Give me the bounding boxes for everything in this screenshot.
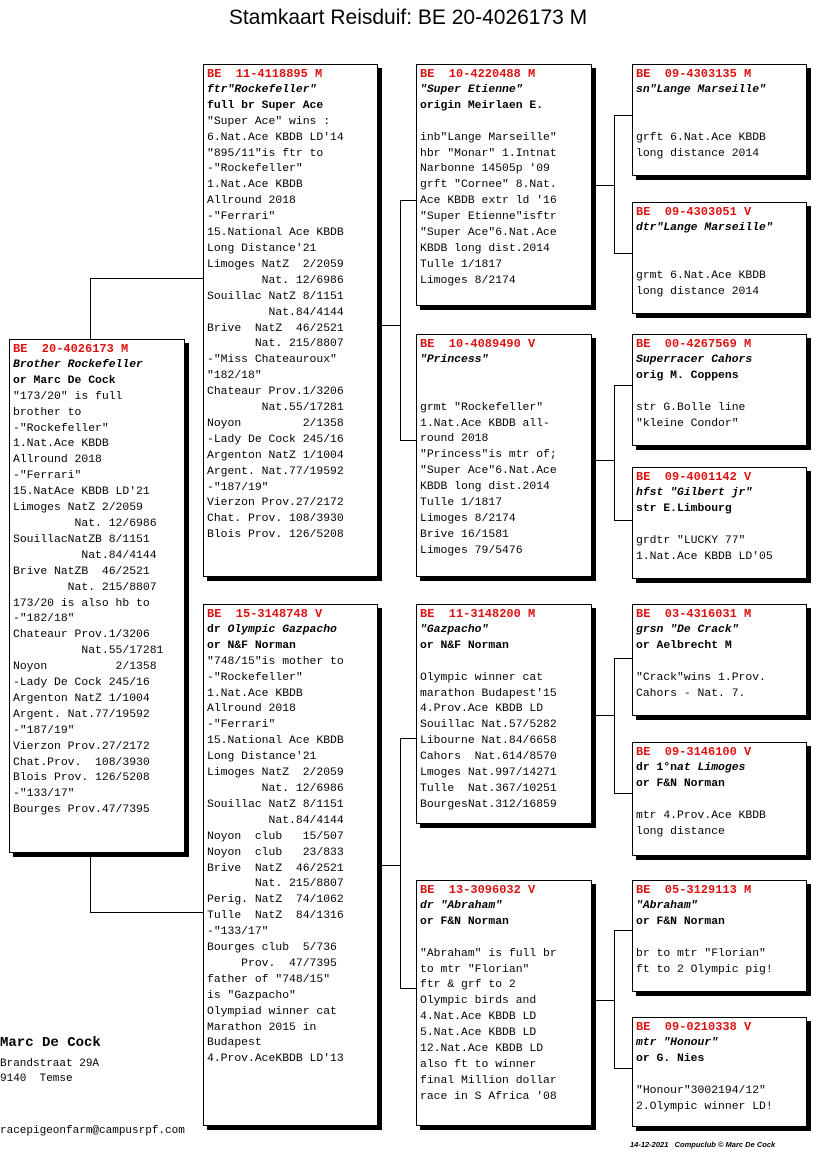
pigeon-name: dtr"Lange Marseille" [636,221,773,234]
pedigree-line: Tulle NatZ 84/1316 [207,910,344,923]
pedigree-line: "Super Ace"6.Nat.Ace [420,227,557,240]
pedigree-line: 5.Nat.Ace KBDB LD [420,1027,537,1040]
ring-number: BE 09-4303135 M [636,67,752,81]
pedigree-line [420,369,587,385]
pedigree-line: "Honour"3002194/12" [636,1084,766,1097]
connector-line [614,930,615,1068]
pedigree-line: Argent. Nat.77/19592 [13,708,150,721]
pedigree-line [636,1068,802,1084]
pedigree-line: Blois Prov. 126/5208 [207,529,344,542]
pedigree-line: -"Miss Chateauroux" [207,354,337,367]
pedigree-line: Noyon 2/1358 [13,661,157,674]
pedigree-line: grmt "Rockefeller" [420,401,544,414]
card-mother-father[interactable] [416,604,592,824]
pedigree-line [420,115,587,131]
connector-line [614,793,632,794]
ring-number: BE 20-4026173 M [13,342,129,356]
pedigree-line: Nat.84/4144 [13,549,157,562]
pedigree-line [420,931,587,947]
connector-line [400,200,401,440]
pedigree-line: grdtr "LUCKY 77" [636,534,746,547]
ring-number: BE 10-4089490 V [420,337,536,351]
pedigree-line: Cahors Nat.614/8570 [420,751,557,764]
pedigree-line: Allround 2018 [207,703,296,716]
pedigree-line: KBDB long dist.2014 [420,242,550,255]
pedigree-line: Argenton NatZ 1/1004 [207,449,344,462]
pedigree-line: "Crack"wins 1.Prov. [636,671,766,684]
footer-credit: 14-12-2021 Compuclub © Marc De Cock [630,1140,776,1149]
ring-number: BE 09-3146100 V [636,745,752,759]
card-mfa-mother[interactable] [632,742,807,856]
pedigree-line: 15.National Ace KBDB [207,227,344,240]
pedigree-line: "182/18" [207,370,262,383]
pedigree-line: Nat. 215/8807 [207,878,344,891]
pedigree-line: -"Ferrari" [207,719,276,732]
pedigree-line: to mtr "Florian" [420,963,530,976]
pigeon-name: "Gazpacho" [420,623,489,636]
card-father[interactable] [203,64,378,577]
pedigree-line: Perig. NatZ 74/1062 [207,894,344,907]
pedigree-line: brother to [13,406,82,419]
card-mother-mother[interactable] [416,880,592,1126]
pedigree-line [636,385,802,401]
pedigree-line: -"Rockefeller" [13,422,109,435]
pedigree-line: -"Ferrari" [207,211,276,224]
pedigree-line: Limoges 8/2174 [420,512,516,525]
card-subject[interactable] [9,339,185,853]
card-father-mother[interactable] [416,334,592,577]
pedigree-line: br to mtr "Florian" [636,947,766,960]
pedigree-line: str E.Limbourg [636,502,732,515]
pedigree-line: Noyon club 23/833 [207,846,344,859]
pedigree-line: BourgesNat.312/16859 [420,798,557,811]
owner-street: Brandstraat 29A [0,1058,100,1070]
connector-line [378,325,400,326]
connector-line [400,738,401,988]
owner-city: 9140 Temse [0,1073,73,1085]
connector-line [592,1000,614,1001]
pedigree-line: Souillac NatZ 8/1151 [207,290,344,303]
connector-line [614,115,615,253]
pedigree-line: Cahors - Nat. 7. [636,687,746,700]
pedigree-line: Ace KBDB extr ld '16 [420,195,557,208]
pigeon-name: grsn "De Crack" [636,623,739,636]
pedigree-line: Nat.84/4144 [207,814,344,827]
pedigree-line: Chateaur Prov.1/3206 [207,386,344,399]
pedigree-line: Noyon 2/1358 [207,417,344,430]
pedigree-line: 12.Nat.Ace KBDB LD [420,1043,544,1056]
pedigree-line: "895/11"is ftr to [207,147,324,160]
pedigree-line: Libourne Nat.84/6658 [420,735,557,748]
pedigree-line: 1.Nat.Ace KBDB [207,179,303,192]
pigeon-name: "Super Etienne" [420,83,523,96]
pedigree-line: 15.National Ace KBDB [207,735,344,748]
pedigree-line: -"182/18" [13,613,75,626]
pedigree-line: Nat. 12/6986 [207,782,344,795]
pedigree-line: Olympic birds and [420,995,537,1008]
pedigree-line: hbr "Monar" 1.Intnat [420,147,557,160]
pedigree-line: or Aelbrecht M [636,639,732,652]
pedigree-line [636,99,802,115]
card-mmo-mother[interactable] [632,1017,807,1127]
pigeon-name: sn"Lange Marseille" [636,83,766,96]
connector-line [614,253,632,254]
pedigree-line: or N&F Norman [420,639,509,652]
pedigree-line: Limoges 79/5476 [420,544,523,557]
owner-email[interactable]: racepigeonfarm@campusrpf.com [0,1125,185,1137]
pedigree-line: or F&N Norman [636,777,725,790]
pedigree-line: "Abraham" is full br [420,947,557,960]
connector-line [90,278,204,279]
pedigree-line: 1.Nat.Ace KBDB LD'05 [636,550,773,563]
pedigree-line: race in S Africa '08 [420,1090,557,1103]
pedigree-line: 15.NatAce KBDB LD'21 [13,486,150,499]
connector-line [614,115,632,116]
pedigree-line: "kleine Condor" [636,417,739,430]
pedigree-line: "Super Ace"6.Nat.Ace [420,465,557,478]
card-ffa-father[interactable] [632,64,807,176]
pedigree-line: ft to 2 Olympic pig! [636,963,773,976]
pedigree-line: SouillacNatZB 8/1151 [13,533,150,546]
card-fmo-mother[interactable] [632,467,807,579]
pigeon-name: dr Olympic Gazpacho [207,623,337,636]
connector-line [378,865,400,866]
pedigree-line: round 2018 [420,433,489,446]
pedigree-line: Nat.55/17281 [207,402,344,415]
pedigree-line [636,655,802,671]
pedigree-line: "Super Ace" wins : [207,115,331,128]
pedigree-line: "Super Etienne"isftr [420,211,557,224]
pedigree-line: Chat.Prov. 108/3930 [13,756,150,769]
pigeon-name: dr "Abraham" [420,899,503,912]
pedigree-line: 1.Nat.Ace KBDB [207,687,303,700]
pedigree-line: Narbonne 14505p '09 [420,163,550,176]
pedigree-line: grft "Cornee" 8.Nat. [420,179,557,192]
card-mmo-father[interactable] [632,880,807,992]
pedigree-line: Argenton NatZ 1/1004 [13,692,150,705]
pedigree-line: -Lady De Cock 245/16 [207,433,344,446]
pedigree-line: str G.Bolle line [636,401,746,414]
pedigree-line: Olympiad winner cat [207,1005,337,1018]
pedigree-line: Noyon club 15/507 [207,830,344,843]
pedigree-line: "Princess"is mtr of; [420,449,557,462]
pedigree-line: Allround 2018 [13,454,102,467]
ring-number: BE 09-0210338 V [636,1020,752,1034]
pedigree-line: Brive NatZ 46/2521 [207,322,344,335]
pedigree-line: Souillac Nat.57/5282 [420,719,557,732]
pedigree-line: KBDB long dist.2014 [420,481,550,494]
connector-line [592,715,614,716]
connector-line [614,385,632,386]
pedigree-line: 2.Olympic winner LD! [636,1100,773,1113]
pedigree-line: grft 6.Nat.Ace KBDB [636,131,766,144]
pigeon-name: dr 1°nat Limoges [636,761,746,774]
pedigree-line: Nat.55/17281 [13,645,164,658]
pedigree-line: Vierzon Prov.27/2172 [207,497,344,510]
pedigree-line [636,237,802,253]
pedigree-line: 1.Nat.Ace KBDB all- [420,417,550,430]
pedigree-line: Long Distance'21 [207,242,317,255]
connector-line [592,185,614,186]
pedigree-line: mtr 4.Prov.Ace KBDB [636,809,766,822]
ring-number: BE 15-3148748 V [207,607,323,621]
pedigree-line [420,385,587,401]
connector-line [90,278,91,340]
pedigree-line: long distance 2014 [636,147,760,160]
pedigree-line: Chat. Prov. 108/3930 [207,513,344,526]
pedigree-line [636,793,802,809]
pedigree-line: Bourges Prov.47/7395 [13,804,150,817]
pedigree-line: Lmoges Nat.997/14271 [420,767,557,780]
ring-number: BE 11-3148200 M [420,607,536,621]
pedigree-line [636,931,802,947]
pedigree-line: ftr & grf to 2 [420,979,516,992]
pedigree-line: Limoges 8/2174 [420,274,516,287]
pedigree-line [636,115,802,131]
pedigree-line: Limoges NatZ 2/2059 [207,767,344,780]
pedigree-line: Marathon 2015 in [207,1021,317,1034]
pedigree-line: full br Super Ace [207,99,324,112]
connector-line [90,912,204,913]
card-mother[interactable] [203,604,378,1126]
pedigree-line: Limoges NatZ 2/2059 [207,258,344,271]
ring-number: BE 09-4001142 V [636,470,752,484]
ring-number: BE 03-4316031 M [636,607,752,621]
card-ffa-mother[interactable] [632,202,807,314]
connector-line [614,1068,632,1069]
pedigree-line: orig M. Coppens [636,369,739,382]
connector-line [614,520,632,521]
pedigree-line: Blois Prov. 126/5208 [13,772,150,785]
ring-number: BE 13-3096032 V [420,883,536,897]
connector-line [614,658,615,793]
card-father-father[interactable] [416,64,592,306]
pedigree-line: or F&N Norman [636,915,725,928]
pedigree-line: final Million dollar [420,1074,557,1087]
pedigree-line: -Lady De Cock 245/16 [13,677,150,690]
connector-line [90,852,91,912]
pedigree-line: 173/20 is also hb to [13,597,150,610]
pedigree-line: 4.Prov.Ace KBDB LD [420,703,544,716]
pedigree-line: "173/20" is full [13,390,123,403]
pedigree-line: Argent. Nat.77/19592 [207,465,344,478]
pedigree-line: Vierzon Prov.27/2172 [13,740,150,753]
ring-number: BE 00-4267569 M [636,337,752,351]
pedigree-line: or F&N Norman [420,915,509,928]
owner-name: Marc De Cock [0,1035,101,1051]
pedigree-line: Limoges NatZ 2/2059 [13,502,143,515]
pedigree-line: Brive NatZ 46/2521 [207,862,344,875]
ring-number: BE 05-3129113 M [636,883,752,897]
pedigree-line: Brive 16/1581 [420,528,509,541]
pedigree-line: -"133/17" [13,788,75,801]
pedigree-line [636,518,802,534]
pedigree-line: 4.Prov.AceKBDB LD'13 [207,1053,344,1066]
pedigree-line: Brive NatZB 46/2521 [13,565,150,578]
pedigree-line: Souillac NatZ 8/1151 [207,798,344,811]
pigeon-name: Brother Rockefeller [13,358,143,371]
pedigree-line: also ft to winner [420,1058,537,1071]
pedigree-line: Nat. 215/8807 [13,581,157,594]
pigeon-name: hfst "Gilbert jr" [636,486,753,499]
pedigree-line: Nat. 12/6986 [207,274,344,287]
connector-line [614,930,632,931]
pedigree-line: long distance 2014 [636,285,760,298]
pedigree-line: 1.Nat.Ace KBDB [13,438,109,451]
pigeon-name: mtr "Honour" [636,1036,719,1049]
pedigree-line: origin Meirlaen E. [420,99,544,112]
owner-block [0,1035,101,1087]
pedigree-line: or N&F Norman [207,639,296,652]
pedigree-line: Allround 2018 [207,195,296,208]
ring-number: BE 10-4220488 M [420,67,536,81]
pedigree-line: grmt 6.Nat.Ace KBDB [636,269,766,282]
pedigree-line: Prov. 47/7395 [207,957,337,970]
pigeon-name: "Princess" [420,353,489,366]
pedigree-line: Chateaur Prov.1/3206 [13,629,150,642]
connector-line [614,658,632,659]
connector-line [592,460,614,461]
pedigree-line: or G. Nies [636,1052,705,1065]
pigeon-name: Superracer Cahors [636,353,753,366]
pigeon-name: ftr"Rockefeller" [207,83,317,96]
pedigree-line: Bourges club 5/736 [207,942,337,955]
pedigree-line: father of "748/15" [207,973,331,986]
pedigree-line: Olympic winner cat [420,671,544,684]
pedigree-line: is "Gazpacho" [207,989,296,1002]
pedigree-line: or Marc De Cock [13,374,116,387]
pedigree-line: -"187/19" [207,481,269,494]
pedigree-line: inb"Lange Marseille" [420,131,557,144]
ring-number: BE 09-4303051 V [636,205,752,219]
pedigree-line: Tulle 1/1817 [420,258,503,271]
pigeon-name: "Abraham" [636,899,698,912]
card-fmo-father[interactable] [632,334,807,446]
pedigree-line: Budapest [207,1037,262,1050]
ring-number: BE 11-4118895 M [207,67,323,81]
pedigree-line: 4.Nat.Ace KBDB LD [420,1011,537,1024]
pedigree-line: -"Rockefeller" [207,671,303,684]
pedigree-line: Nat. 215/8807 [207,338,344,351]
pedigree-line [420,655,587,671]
pedigree-line: -"187/19" [13,724,75,737]
pedigree-line: Nat.84/4144 [207,306,344,319]
pedigree-line: marathon Budapest'15 [420,687,557,700]
pedigree-line: long distance [636,825,725,838]
pedigree-line: "748/15"is mother to [207,655,344,668]
pedigree-line: Tulle Nat.367/10251 [420,782,557,795]
card-mfa-father[interactable] [632,604,807,716]
pedigree-line: Nat. 12/6986 [13,517,157,530]
page-title: Stamkaart Reisduif: BE 20-4026173 M [228,6,588,29]
pedigree-line: 6.Nat.Ace KBDB LD'14 [207,131,344,144]
pedigree-line: Long Distance'21 [207,751,317,764]
pedigree-line: -"Rockefeller" [207,163,303,176]
pedigree-line [636,253,802,269]
connector-line [614,385,615,520]
pedigree-line: Tulle 1/1817 [420,497,503,510]
pedigree-line: -"133/17" [207,926,269,939]
pedigree-line: -"Ferrari" [13,470,82,483]
